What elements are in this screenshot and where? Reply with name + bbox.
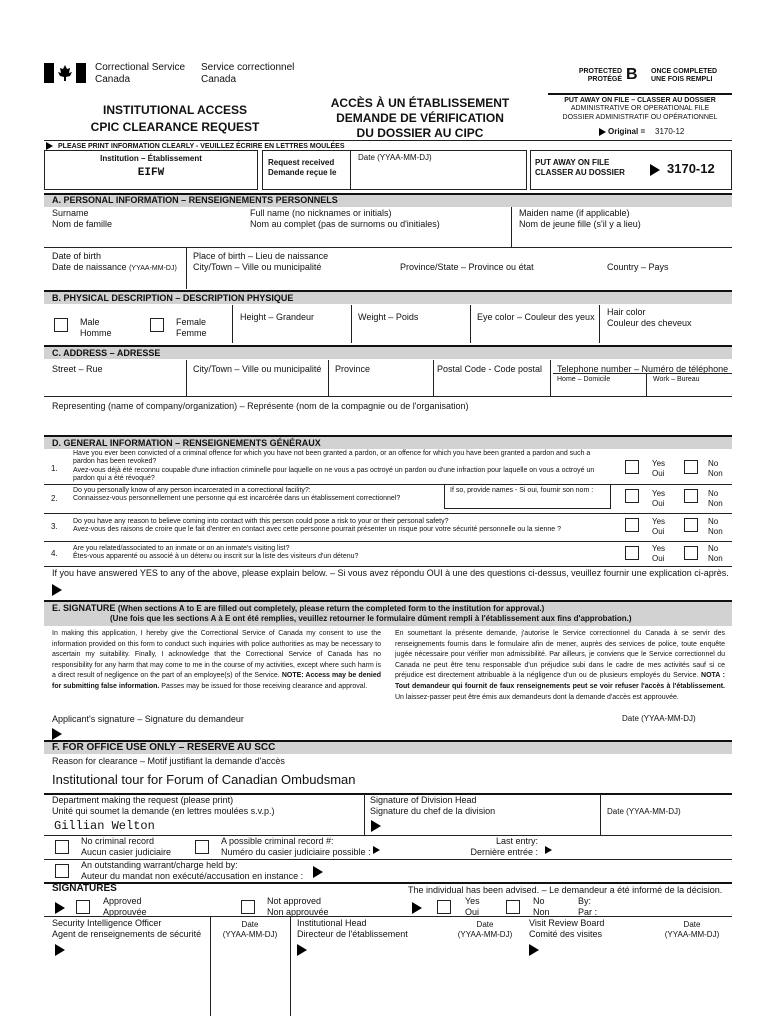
consent-fr-note: Un laissez-passer peut être émis aux demandeurs dont la demande d'accès est approuvée.	[395, 693, 679, 701]
question-1-no-label	[708, 459, 723, 478]
consent-fr-note-bold: NOTA : Tout demandeur qui fournit de faux renseignements peut se voir refuser l'accès à l'établissement.	[395, 672, 726, 690]
question-3-yes-checkbox[interactable]	[625, 518, 639, 532]
no-criminal-record-label	[81, 836, 171, 858]
consent-en-note-bold: NOTE: Access may be denied for submitting false information.	[52, 672, 381, 690]
question-2-number: 2.	[51, 494, 58, 503]
question-2-yes-label	[652, 489, 665, 508]
applicant-date-field[interactable]	[620, 726, 728, 740]
yes-fr: Oui	[652, 498, 665, 508]
applicant-signature-field[interactable]	[68, 726, 508, 740]
once-completed-fr: UNE FOIS REMPLI	[651, 76, 713, 84]
yes-en: Yes	[652, 517, 666, 526]
question-2-en: Do you personally know of any person incarcerated in a correctional facility?:	[73, 487, 311, 494]
question-4-no-label	[708, 544, 723, 563]
advised-yes-en: Yes	[465, 896, 480, 906]
arrow-icon	[412, 902, 422, 914]
applicant-date-label: Date (YYAA-MM-DJ)	[622, 714, 696, 723]
warrant-label	[81, 860, 303, 882]
vrb-fr: Comité des visites	[529, 928, 603, 939]
arrow-icon	[599, 128, 606, 136]
warrant-checkbox[interactable]	[55, 864, 69, 878]
protected-fr: PROTÉGÉ	[587, 76, 622, 84]
surname-label	[52, 208, 112, 230]
canada-flag-logo	[44, 63, 86, 83]
arrow-icon	[55, 902, 65, 914]
reason-value[interactable]: Institutional tour for Forum of Canadian Ombudsman	[52, 772, 356, 787]
province-state-label: Province/State – Province ou état	[400, 262, 534, 272]
sio-date-format: (YYAA-MM-DJ)	[222, 929, 278, 939]
consent-en-note: Passes may be issued for those receiving clearance and approval.	[161, 682, 368, 690]
approved-checkbox[interactable]	[76, 900, 90, 914]
consent-text-fr	[395, 629, 725, 703]
file-number: 3170-12	[667, 161, 715, 176]
city-field[interactable]	[190, 377, 325, 393]
place-of-birth-field[interactable]	[190, 274, 728, 288]
division-signature-fr: Signature du chef de la division	[370, 805, 496, 816]
sio-fr: Agent de renseignements de sécurité	[52, 928, 202, 939]
question-2-no-label	[708, 489, 723, 508]
city-label: City/Town – Ville ou municipalité	[193, 364, 322, 374]
warrant-field[interactable]	[328, 864, 728, 878]
dob-field[interactable]	[48, 274, 183, 288]
section-b-title: B. PHYSICAL DESCRIPTION – DESCRIPTION PHYSIQUE	[52, 293, 294, 303]
form-title-en	[60, 102, 290, 136]
division-date-field[interactable]	[604, 818, 728, 832]
no-fr: Non	[708, 468, 723, 478]
department-label	[52, 795, 274, 817]
question-4-no-checkbox[interactable]	[684, 546, 698, 560]
question-3-en: Do you have any reason to believe coming into contact with this person could pose a risk to your or their personal safety?	[73, 518, 449, 525]
question-1-yes-checkbox[interactable]	[625, 460, 639, 474]
no-en: No	[708, 517, 719, 526]
work-phone-field[interactable]	[650, 385, 730, 395]
possible-record-fr: Numéro du casier judiciaire possible :	[221, 846, 371, 857]
advised-no-fr: Non	[533, 906, 550, 917]
section-a-title: A. PERSONAL INFORMATION – RENSEIGNEMENTS PERSONNELS	[52, 195, 338, 205]
yes-fr: Oui	[652, 553, 665, 563]
advised-by-field[interactable]	[605, 898, 728, 914]
form-title-fr	[310, 96, 530, 141]
question-3-fr: Avez-vous des raisons de croire que le fait d'entrer en contact avec cette personne pourrait présenter un risque pour votre sécurité personnelle ou la sienne ?	[73, 526, 561, 534]
protected-en: PROTECTED	[578, 68, 622, 75]
postal-code-label: Postal Code - Code postal	[437, 364, 543, 374]
head-fr: Directeur de l'établissement	[297, 928, 408, 939]
pob-city: City/Town – Ville ou municipalité	[193, 261, 322, 272]
section-e-title-en: (When sections A to E are filled out completely, please return the completed form to the institution for approval.)	[117, 604, 545, 613]
maiden-name-field[interactable]	[516, 230, 728, 246]
section-e-title	[52, 603, 544, 614]
title-en-line2: CPIC CLEARANCE REQUEST	[90, 120, 260, 134]
maiden-name-label	[519, 208, 641, 230]
request-received-label	[268, 158, 336, 177]
question-2-yes-checkbox[interactable]	[625, 489, 639, 503]
not-approved-en: Not approved	[267, 896, 322, 906]
no-record-fr: Aucun casier judiciaire	[81, 846, 172, 857]
maiden-name-fr: Nom de jeune fille (s'il y a lieu)	[519, 218, 641, 229]
advised-no-checkbox[interactable]	[506, 900, 520, 914]
not-approved-fr: Non approuvée	[267, 906, 329, 917]
not-approved-checkbox[interactable]	[241, 900, 255, 914]
question-1-yes-label	[652, 459, 665, 478]
question-2-text	[73, 487, 453, 504]
province-field[interactable]	[332, 377, 430, 393]
division-signature-label	[370, 795, 495, 817]
explanation-field[interactable]	[68, 582, 728, 598]
female-label	[176, 317, 207, 339]
question-4-text	[73, 545, 618, 562]
male-label	[80, 317, 112, 339]
no-en: No	[708, 544, 719, 553]
possible-record-label	[221, 836, 371, 858]
head-date-word: Date	[476, 920, 494, 929]
question-3-no-checkbox[interactable]	[684, 518, 698, 532]
institution-label: Institution – Établissement	[100, 154, 202, 163]
section-e-title-fr: (Une fois que les sections A à E ont été remplies, veuillez retourner le formulaire dûment rempli à l'établissement aux fins d'approbation.)	[110, 614, 632, 623]
no-record-en: No criminal record	[81, 836, 155, 846]
vrb-date-field[interactable]	[656, 944, 728, 958]
arrow-icon	[545, 846, 552, 854]
not-approved-label	[267, 896, 329, 918]
address-province-label: Province	[335, 364, 371, 374]
sio-en: Security Intelligence Officer	[52, 918, 162, 928]
head-en: Institutional Head	[297, 918, 367, 928]
agency-fr-line1: Service correctionnel	[201, 62, 295, 73]
last-entry-en: Last entry:	[495, 836, 538, 846]
approved-label	[103, 896, 147, 918]
vrb-en: Visit Review Board	[529, 918, 605, 928]
sio-date-field[interactable]	[214, 944, 286, 958]
question-1-number: 1.	[51, 464, 58, 473]
full-name-field[interactable]	[248, 230, 508, 246]
original-label: Original =	[608, 127, 646, 136]
reason-label: Reason for clearance – Motif justifiant la demande d'accès	[52, 756, 285, 766]
request-received-en: Request received	[268, 158, 335, 167]
title-fr-line3: DU DOSSIER AU CIPC	[356, 126, 484, 140]
visit-review-board-signature-field[interactable]	[544, 942, 644, 956]
protected-level: B	[626, 66, 638, 83]
put-away-file-label	[535, 158, 625, 177]
once-completed-label	[651, 68, 717, 85]
no-fr: Non	[708, 526, 723, 536]
question-3-number: 3.	[51, 522, 58, 531]
putaway-line3: DOSSIER ADMINISTRATIF OU OPÉRATIONNEL	[562, 113, 718, 121]
sio-date-label	[210, 920, 290, 939]
question-2-names-label: If so, provide names - Si oui, fournir son nom :	[450, 487, 594, 494]
agency-name-en	[95, 62, 185, 86]
advised-no-en: No	[533, 896, 545, 906]
institutional-head-label	[297, 918, 408, 940]
possible-record-checkbox[interactable]	[195, 840, 209, 854]
female-fr: Femme	[176, 327, 207, 338]
dob-format: (YYAA-MM-DJ)	[129, 264, 177, 272]
arrow-icon	[55, 944, 65, 956]
surname-fr: Nom de famille	[52, 218, 113, 229]
last-entry-label	[420, 836, 538, 858]
male-en: Male	[80, 317, 100, 327]
agency-name-fr	[201, 62, 294, 86]
question-3-no-label	[708, 517, 723, 536]
question-4-yes-checkbox[interactable]	[625, 546, 639, 560]
warrant-fr: Auteur du mandat non exécuté/accusation en instance :	[81, 870, 304, 881]
question-1-en: Have you ever been convicted of a criminal offence for which you have not been granted a pardon, or an offence for which you have been granted a pardon and such a pardon has been revoked?	[73, 450, 591, 466]
division-signature-en: Signature of Division Head	[370, 795, 477, 805]
surname-field[interactable]	[48, 230, 243, 246]
no-fr: Non	[708, 498, 723, 508]
request-received-fr: Demande reçue le	[268, 167, 337, 177]
male-checkbox[interactable]	[54, 318, 68, 332]
department-en: Department making the request (please print)	[52, 795, 234, 805]
full-name-label	[250, 208, 440, 230]
question-3-yes-label	[652, 517, 665, 536]
head-date-format: (YYAA-MM-DJ)	[457, 929, 513, 939]
advised-label: The individual has been advised. – Le demandeur a été informé de la décision.	[408, 885, 723, 895]
agency-en-line1: Correctional Service	[95, 62, 186, 73]
surname-en: Surname	[52, 208, 89, 218]
hair-en: Hair color	[607, 307, 646, 317]
by-fr: Par :	[578, 906, 598, 917]
yes-en: Yes	[652, 489, 666, 498]
yes-en: Yes	[652, 459, 666, 468]
section-d-title: D. GENERAL INFORMATION – RENSEIGNEMENTS GÉNÉRAUX	[52, 438, 321, 448]
possible-record-en: A possible criminal record #:	[221, 836, 334, 846]
title-fr-line2: DEMANDE DE VÉRIFICATION	[336, 111, 504, 125]
arrow-icon	[46, 142, 53, 150]
female-en: Female	[176, 317, 207, 327]
question-4-yes-label	[652, 544, 665, 563]
approved-en: Approved	[103, 896, 142, 906]
question-4-number: 4.	[51, 549, 58, 558]
section-c-title: C. ADDRESS – ADRESSE	[52, 348, 161, 358]
question-2-fr: Connaissez-vous personnellement une personne qui est incarcérée dans un établissement correctionnel?	[73, 495, 401, 503]
approved-fr: Approuvée	[103, 906, 147, 917]
dob-en: Date of birth	[52, 251, 102, 261]
advised-yes-fr: Oui	[465, 906, 480, 917]
explanation-instructions: If you have answered YES to any of the above, please explain below. – Si vous avez répondu OUI à une des questions ci-dessus, veuillez fournir une explication ci-après.	[52, 568, 729, 578]
by-en: By:	[578, 896, 592, 906]
representing-label: Representing (name of company/organization) – Représente (nom de la compagnie ou de l'organisation)	[52, 401, 469, 411]
dob-label	[52, 251, 177, 273]
home-phone-field[interactable]	[555, 385, 643, 395]
department-fr: Unité qui soumet la demande (en lettres moulées s.v.p.)	[52, 805, 275, 816]
maiden-name-en: Maiden name (if applicable)	[519, 208, 630, 218]
question-4-fr: Êtes-vous apparenté ou associé à un détenu ou inscrit sur la liste des visiteurs d'un détenu?	[73, 553, 359, 561]
hair-color-label	[607, 307, 692, 329]
advised-by-label	[578, 896, 597, 918]
weight-label: Weight – Poids	[358, 312, 419, 322]
putaway-line2: ADMINISTRATIVE OR OPERATIONAL FILE	[570, 105, 710, 113]
consent-fr-body: En soumettant la présente demande, j'autorise le Service correctionnel du Canada à se servir des renseignements fournis dans le formulaire afin de mener, auprès des services de police, toute enquête jugée nécessaire pour vérifier mon admissibilité. Par ailleurs, je conviens que le Service correctionnel du Canada ne peut être tenu responsable d'un préjudice subi dans le cadre de mes activités sauf si ce préjudice est directement attribuable à la négligence d'un ou de plusieurs employés du Service.	[395, 630, 725, 680]
agency-fr-line2: Canada	[201, 74, 237, 85]
warrant-en: An outstanding warrant/charge held by:	[81, 860, 238, 870]
representing-field[interactable]	[48, 414, 728, 432]
arrow-icon	[52, 728, 62, 740]
arrow-icon	[529, 944, 539, 956]
last-entry-fr: Dernière entrée :	[470, 846, 538, 857]
vrb-date-format: (YYAA-MM-DJ)	[664, 929, 720, 939]
street-field[interactable]	[48, 377, 183, 393]
sio-signature-field[interactable]	[70, 942, 205, 956]
division-signature-field[interactable]	[386, 818, 596, 832]
arrow-icon	[650, 164, 660, 176]
arrow-icon	[52, 584, 62, 596]
sio-label	[52, 918, 201, 940]
head-date-field[interactable]	[449, 944, 521, 958]
last-entry-field[interactable]	[556, 842, 728, 856]
department-value[interactable]: Gillian Welton	[54, 819, 155, 833]
no-en: No	[708, 459, 719, 468]
question-1-fr: Avez-vous déjà été reconnu coupable d'une infraction criminelle pour laquelle on ne vous a pas octroyé un pardon ou d'une infraction pour laquelle on vous a octroyé un pardon qui a été révoqué?	[73, 466, 595, 483]
arrow-icon	[373, 846, 380, 854]
advised-yes-label	[465, 896, 480, 918]
question-4-en: Are you related/associated to an inmate or on an inmate's visiting list?	[73, 545, 290, 552]
protected-label	[556, 68, 622, 85]
head-date-label	[445, 920, 525, 939]
put-away-file-fr: CLASSER AU DOSSIER	[535, 167, 625, 177]
question-3-text	[73, 518, 618, 535]
vrb-date-label	[652, 920, 732, 939]
put-away-file-en: PUT AWAY ON FILE	[535, 158, 610, 167]
institutional-head-signature-field[interactable]	[312, 942, 442, 956]
visit-review-board-label	[529, 918, 604, 940]
signatures-heading: SIGNATURES	[52, 883, 117, 894]
arrow-icon	[371, 820, 381, 832]
no-fr: Non	[708, 553, 723, 563]
question-1-text	[73, 450, 611, 484]
street-label: Street – Rue	[52, 364, 103, 374]
yes-fr: Oui	[652, 468, 665, 478]
request-date-field[interactable]	[358, 166, 518, 184]
height-label: Height – Grandeur	[240, 312, 315, 322]
advised-no-label	[533, 896, 550, 918]
height-field[interactable]	[236, 325, 348, 341]
advised-yes-checkbox[interactable]	[437, 900, 451, 914]
sio-date-word: Date	[241, 920, 259, 929]
division-date-label: Date (YYAA-MM-DJ)	[607, 807, 681, 816]
consent-en-body: In making this application, I hereby give the Correctional Service of Canada my consent to use the information provided on this form to conduct such inquiries with police authorities as may be necessary to ascertain my suitability. Finally, I acknowledge that the Correctional Service of Canada has no responsibility for any harm that may come to me in the course of my activities, except where such harm is a direct result of negligence on the part of an employee(s) of the Service.	[52, 630, 381, 680]
vrb-date-word: Date	[683, 920, 701, 929]
arrow-icon	[313, 866, 323, 878]
hair-color-field[interactable]	[604, 330, 728, 342]
agency-en-line2: Canada	[95, 74, 131, 85]
weight-field[interactable]	[355, 325, 467, 341]
putaway-line1: PUT AWAY ON FILE – CLASSER AU DOSSIER	[564, 97, 716, 104]
place-of-birth-label	[193, 251, 328, 273]
original-value: 3170-12	[655, 127, 685, 136]
eye-color-field[interactable]	[474, 325, 594, 341]
question-1-no-checkbox[interactable]	[684, 460, 698, 474]
postal-code-field[interactable]	[436, 377, 546, 393]
institution-value[interactable]: EIFW	[137, 167, 165, 179]
hair-fr: Couleur des cheveux	[607, 317, 692, 328]
print-instructions: PLEASE PRINT INFORMATION CLEARLY - VEUILLEZ ÉCRIRE EN LETTRES MOULÉES	[58, 143, 345, 150]
section-e-title-main: E. SIGNATURE	[52, 603, 116, 613]
title-en-line1: INSTITUTIONAL ACCESS	[102, 103, 247, 117]
title-fr-line1: ACCÈS À UN ÉTABLISSEMENT	[330, 96, 510, 110]
consent-text-en	[52, 629, 381, 693]
home-phone-label: Home – Domicile	[557, 376, 611, 383]
once-completed-en: ONCE COMPLETED	[651, 68, 718, 75]
request-date-label: Date (YYAA-MM-DJ)	[358, 153, 432, 162]
eye-color-label: Eye color – Couleur des yeux	[477, 312, 595, 322]
no-en: No	[708, 489, 719, 498]
full-name-en: Full name (no nicknames or initials)	[250, 208, 392, 218]
pob-title: Place of birth – Lieu de naissance	[193, 251, 329, 261]
female-checkbox[interactable]	[150, 318, 164, 332]
arrow-icon	[297, 944, 307, 956]
dob-fr: Date de naissance	[52, 261, 127, 272]
question-2-no-checkbox[interactable]	[684, 489, 698, 503]
telephone-label: Telephone number – Numéro de téléphone	[557, 364, 729, 374]
country-label: Country – Pays	[607, 262, 669, 272]
no-criminal-record-checkbox[interactable]	[55, 840, 69, 854]
yes-fr: Oui	[652, 526, 665, 536]
yes-en: Yes	[652, 544, 666, 553]
male-fr: Homme	[80, 327, 112, 338]
work-phone-label: Work – Bureau	[653, 376, 700, 383]
section-f-title: F. FOR OFFICE USE ONLY – RÉSERVÉ AU SCC	[52, 742, 276, 753]
put-away-box	[548, 97, 732, 122]
full-name-fr: Nom au complet (pas de surnoms ou d'initiales)	[250, 218, 440, 229]
applicant-signature-label: Applicant's signature – Signature du demandeur	[52, 714, 244, 724]
